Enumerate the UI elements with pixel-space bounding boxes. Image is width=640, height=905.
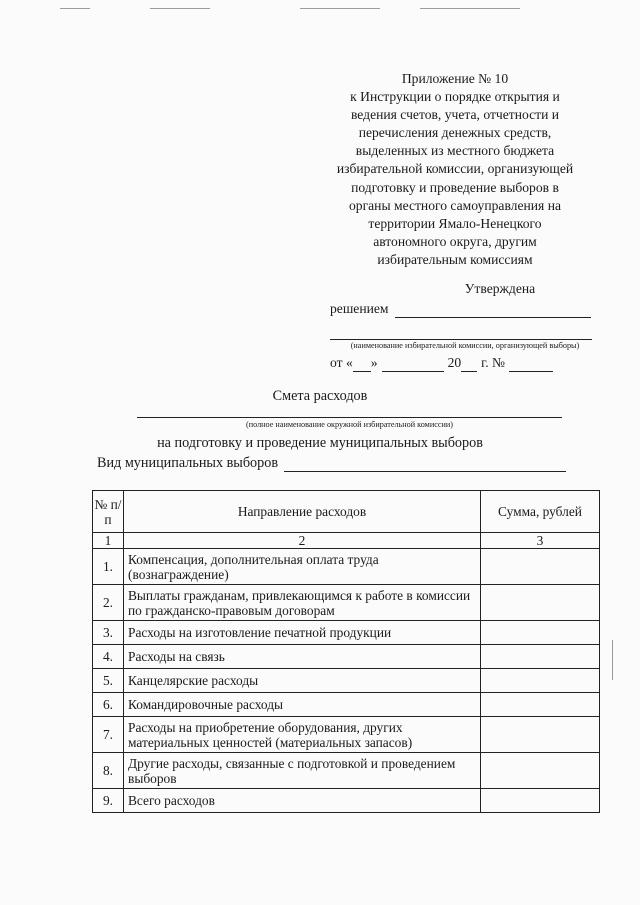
row-number: 1. [93,549,124,585]
row-number: 9. [93,789,124,813]
row-number: 6. [93,693,124,717]
table-row [93,549,600,585]
appendix-line: избирательной комиссии, организующей [336,161,574,177]
scan-speck [420,8,520,9]
row-number: 7. [93,717,124,753]
row-direction: Расходы на приобретение оборудования, других материальных ценностей (материальных запасов) [124,717,481,753]
table-row [93,717,600,753]
scan-speck [300,8,380,9]
row-sum-cell[interactable] [481,717,600,753]
row-sum-cell[interactable] [481,549,600,585]
decision-label: решением [330,301,389,316]
appendix-header [300,70,610,269]
table-row [93,693,600,717]
table-row [93,789,600,813]
year-blank[interactable] [461,358,477,372]
row-direction: Выплаты гражданам, привлекающимся к работе в комиссии по гражданско-правовым договорам [124,585,481,621]
row-direction: Расходы на связь [124,645,481,669]
row-sum-cell[interactable] [481,753,600,789]
expense-table [92,490,600,813]
row-number: 5. [93,669,124,693]
appendix-line: автономного округа, другим [373,233,537,249]
appendix-line: территории Ямало-Ненецкого [368,215,542,231]
month-blank[interactable] [382,358,444,372]
number-blank[interactable] [509,358,553,372]
column-number: 1 [93,533,124,549]
header-sum: Сумма, рублей [481,491,600,533]
scan-speck [150,8,210,9]
approval-block [330,280,600,372]
row-direction: Всего расходов [124,789,481,813]
decision-blank[interactable] [395,304,591,318]
estimate-title: Смета расходов [272,388,368,404]
row-sum-cell[interactable] [481,693,600,717]
appendix-line: избирательным комиссиям [377,251,533,267]
header-number: № п/п [93,491,124,533]
decision-row [330,300,600,318]
scan-speck [60,8,90,9]
appendix-line: Приложение № 10 [401,71,509,86]
table-row [93,585,600,621]
appendix-line: перечисления денежных средств, [358,125,552,141]
commission-full-name-note: (полное наименование окружной избирательной комиссии) [246,420,453,429]
commission-name-blank[interactable] [330,326,592,340]
appendix-line: выделенных из местного бюджета [355,143,555,159]
scan-speck [612,640,613,680]
date-row [330,354,600,372]
election-kind-row [97,455,566,472]
column-number: 3 [481,533,600,549]
column-number: 2 [124,533,481,549]
row-direction: Командировочные расходы [124,693,481,717]
row-number: 3. [93,621,124,645]
row-direction: Другие расходы, связанные с подготовкой и проведением выборов [124,753,481,789]
date-prefix: от « [330,355,353,370]
header-direction: Направление расходов [124,491,481,533]
row-number: 2. [93,585,124,621]
table-row [93,669,600,693]
approval-title: Утверждена [464,281,536,296]
row-direction: Канцелярские расходы [124,669,481,693]
day-blank[interactable] [353,358,371,372]
election-kind-label: Вид муниципальных выборов [97,455,279,471]
row-sum-cell[interactable] [481,669,600,693]
row-sum-cell[interactable] [481,621,600,645]
row-number: 8. [93,753,124,789]
appendix-line: подготовку и проведение выборов в [351,179,559,195]
appendix-line: к Инструкции о порядке открытия и [350,89,560,105]
row-sum-cell[interactable] [481,789,600,813]
commission-name-note: (наименование избирательной комиссии, организующей выборы) [350,341,580,350]
row-direction: Компенсация, дополнительная оплата труда (вознаграждение) [124,549,481,585]
date-mid: » [370,355,378,370]
table-row [93,645,600,669]
table-header-row [93,491,600,533]
table-row [93,621,600,645]
appendix-line: органы местного самоуправления на [348,197,562,213]
commission-full-name-blank[interactable] [137,417,562,418]
table-column-numbers-row [93,533,600,549]
election-kind-blank[interactable] [284,458,566,472]
appendix-line: ведения счетов, учета, отчетности и [350,107,560,123]
table-row [93,753,600,789]
row-sum-cell[interactable] [481,645,600,669]
year-suffix: г. № [481,355,505,370]
year-prefix: 20 [447,355,462,370]
row-sum-cell[interactable] [481,585,600,621]
row-direction: Расходы на изготовление печатной продукции [124,621,481,645]
estimate-purpose: на подготовку и проведение муниципальных выборов [157,435,483,451]
row-number: 4. [93,645,124,669]
